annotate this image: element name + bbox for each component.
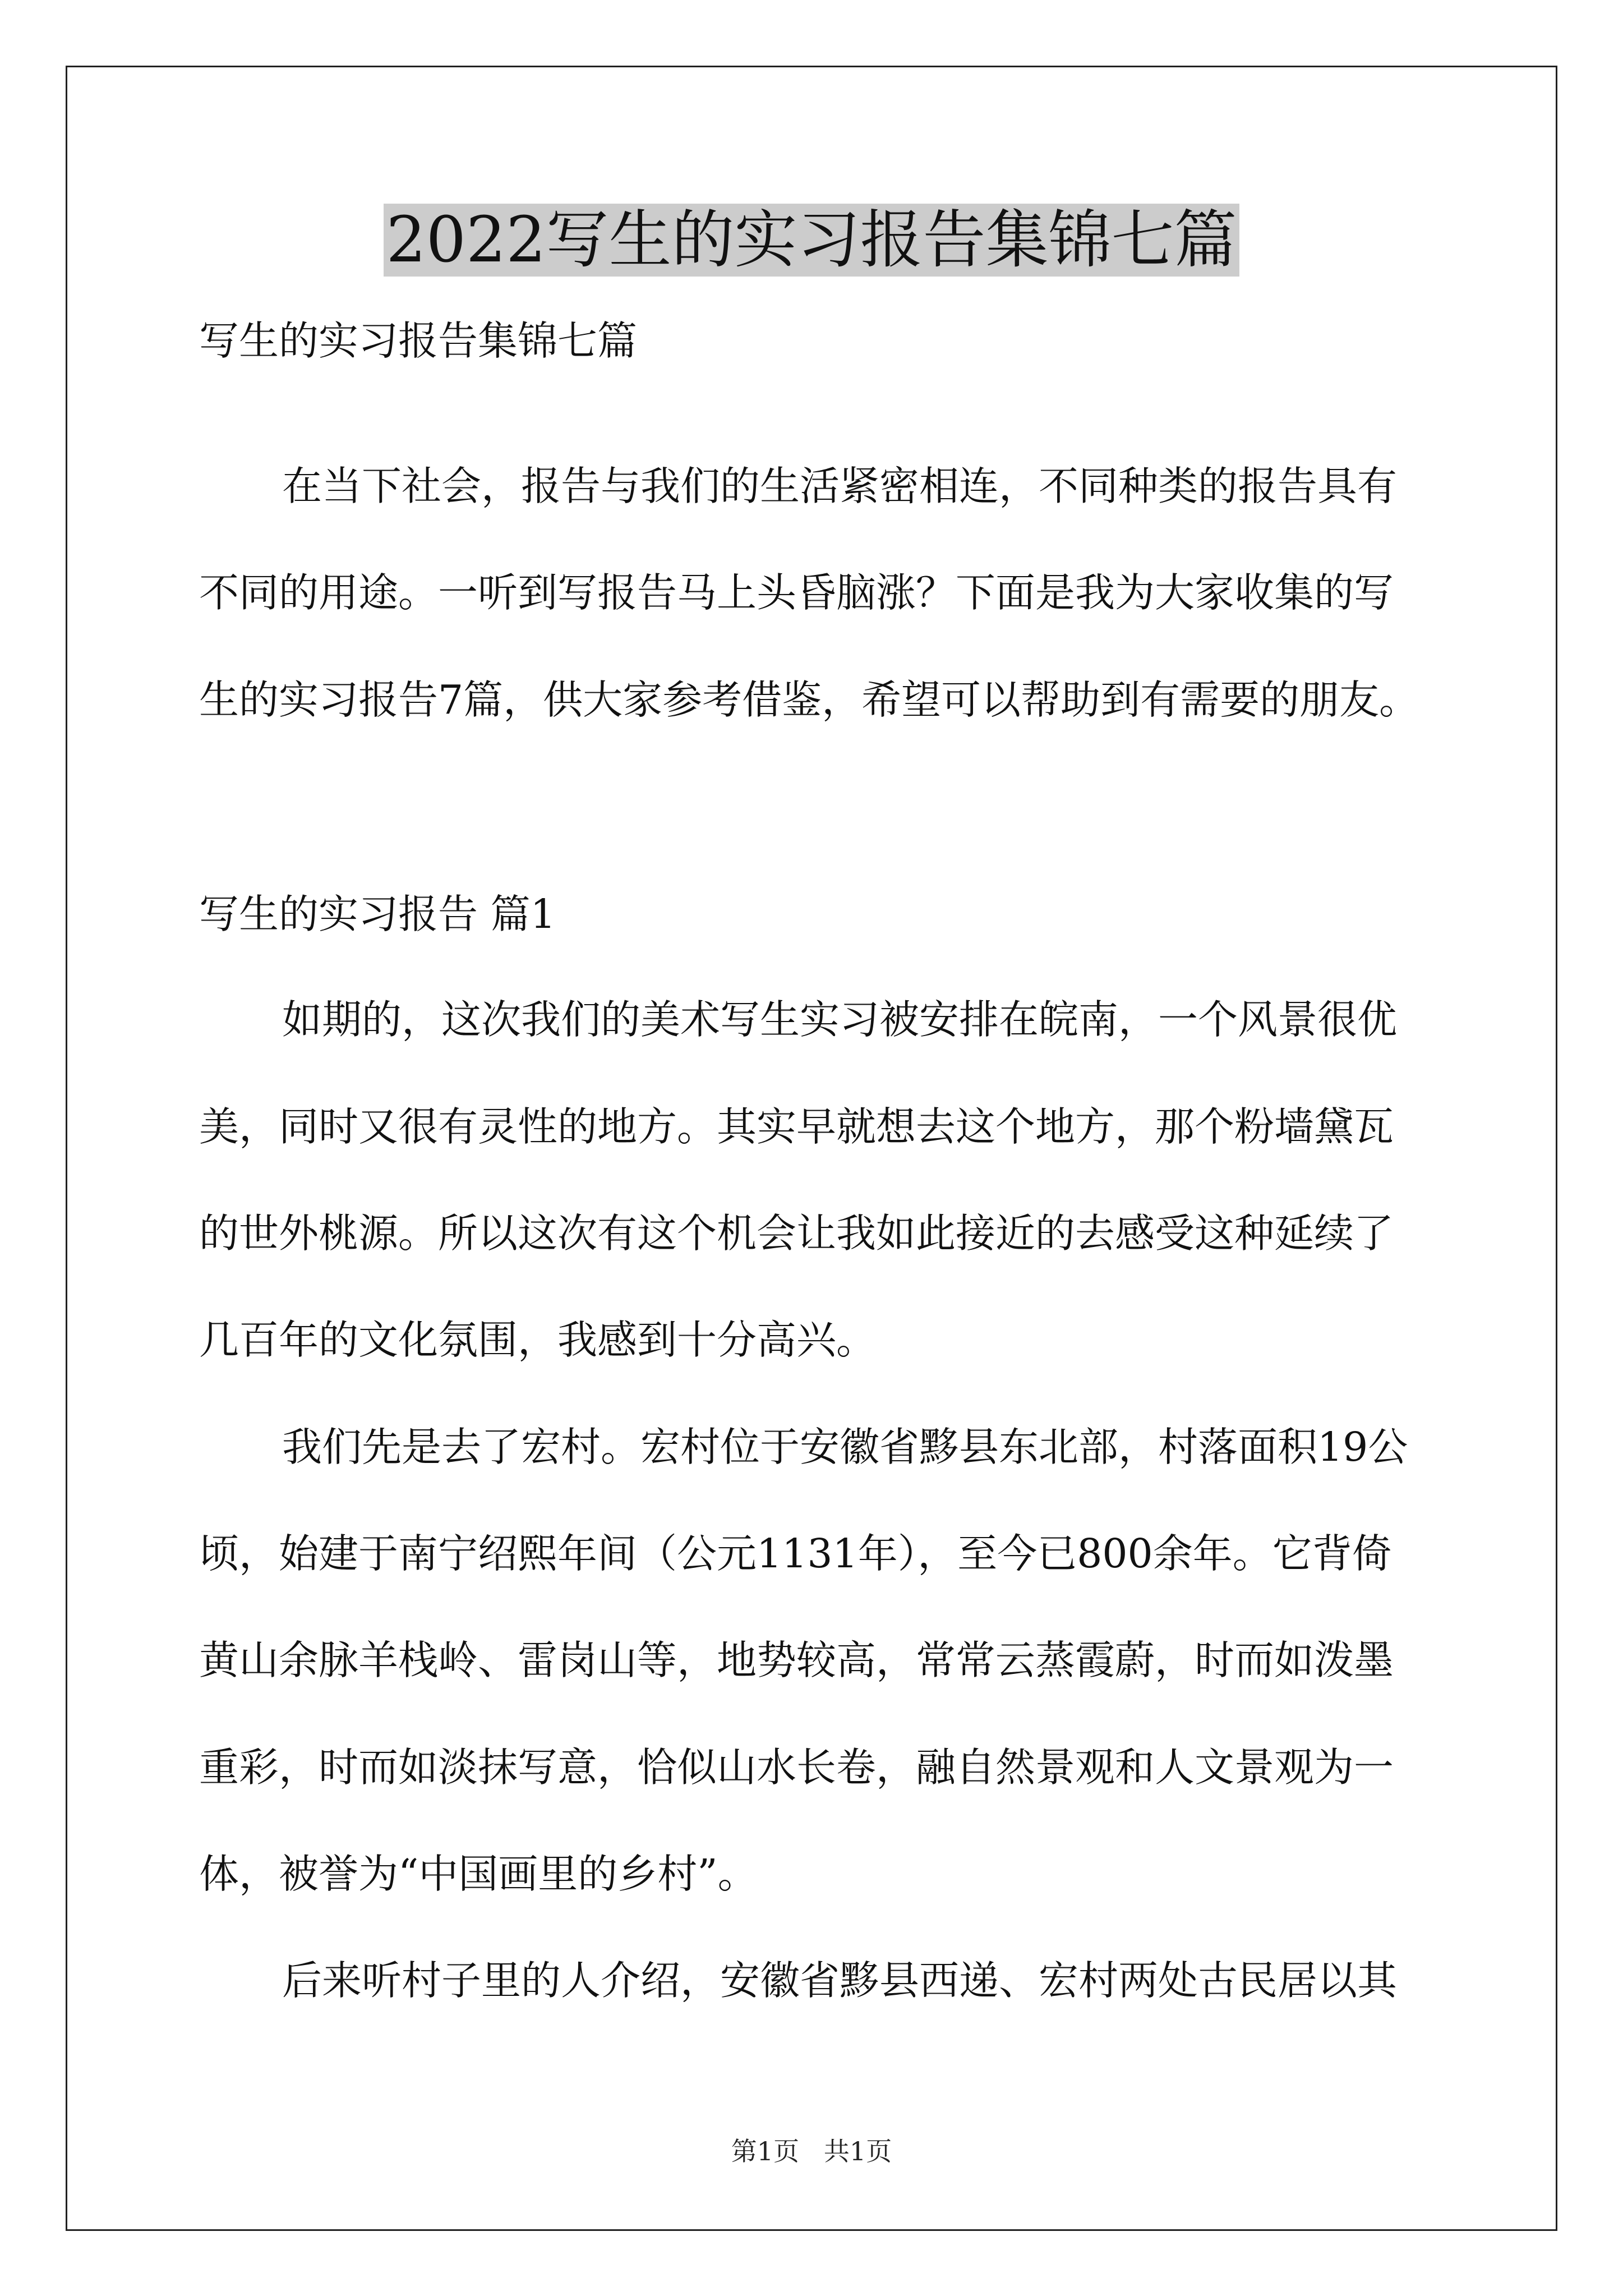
intro-line: 在当下社会，报告与我们的生活紧密相连，不同种类的报告具有 (282, 463, 1398, 509)
paragraph-line: 顷，始建于南宁绍熙年间（公元1131年），至今已800余年。它背倚 (199, 1530, 1392, 1577)
paragraph-line: 我们先是去了宏村。宏村位于安徽省黟县东北部，村落面积19公 (282, 1424, 1408, 1470)
intro-line: 生的实习报告7篇，供大家参考借鉴，希望可以帮助到有需要的朋友。 (199, 677, 1419, 723)
paragraph-line: 美，同时又很有灵性的地方。其实早就想去这个地方，那个粉墙黛瓦 (199, 1103, 1394, 1150)
document-subtitle: 写生的实习报告集锦七篇 (199, 318, 638, 364)
paragraph-line: 重彩，时而如淡抹写意，恰似山水长卷，融自然景观和人文景观为一 (199, 1744, 1394, 1791)
intro-line: 不同的用途。一听到写报告马上头昏脑涨？下面是我为大家收集的写 (199, 569, 1394, 616)
page-footer: 第1页 共1页 (731, 2136, 892, 2166)
document-title (0, 198, 1623, 282)
paragraph-line: 的世外桃源。所以这次有这个机会让我如此接近的去感受这种延续了 (199, 1210, 1394, 1257)
paragraph-line: 黄山余脉羊栈岭、雷岗山等，地势较高，常常云蒸霞蔚，时而如泼墨 (199, 1637, 1394, 1683)
section-heading: 写生的实习报告 篇1 (199, 891, 556, 937)
paragraph-line: 体，被誉为“中国画里的乡村”。 (199, 1851, 758, 1897)
document-title-text: 2022写生的实习报告集锦七篇 (384, 204, 1239, 277)
paragraph-line: 几百年的文化氛围，我感到十分高兴。 (199, 1317, 877, 1363)
paragraph-line: 如期的，这次我们的美术写生实习被安排在皖南，一个风景很优 (282, 996, 1398, 1043)
paragraph-line: 后来听村子里的人介绍，安徽省黟县西递、宏村两处古民居以其 (282, 1957, 1398, 2004)
